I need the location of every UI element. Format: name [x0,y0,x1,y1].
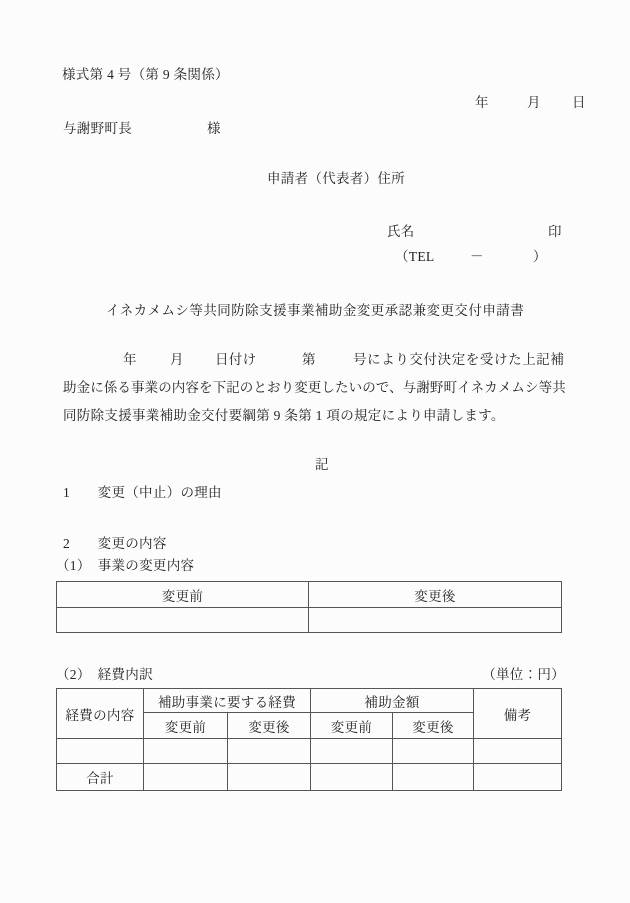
change-before-header: 変更前 [57,582,309,608]
date-day-label: 日 [572,95,586,110]
total-cost-before-cell [144,764,228,791]
remarks-cell [474,739,562,764]
section-item-2: 2 変更の内容 [63,536,167,551]
tel-dash: － [470,249,484,264]
tel-suffix: ） [533,249,547,264]
body-line1-text: 号により交付決定を受けた上記補 [353,352,565,367]
project-cost-group-header: 補助事業に要する経費 [144,689,311,713]
subsidy-before-cell [311,739,393,764]
tel-prefix: （TEL [395,249,435,264]
date-year-label: 年 [475,95,489,110]
total-label: 合計 [57,764,144,791]
cost-before-cell [144,739,228,764]
document-title: イネカメムシ等共同防除支援事業補助金変更承認兼変更交付申請書 [105,303,525,318]
seal-label: 印 [548,224,562,239]
total-subsidy-before-cell [311,764,393,791]
addressee-honorific: 様 [207,121,221,136]
cost-before-header: 変更前 [144,713,228,739]
cost-after-header: 変更後 [228,713,311,739]
change-table-header-row [57,582,562,608]
form-number: 様式第 4 号（第 9 条関係） [62,67,229,82]
section-sub-1: （1） 事業の変更内容 [56,558,195,573]
total-remarks-cell [474,764,562,791]
expense-table-header-row-1 [57,689,562,713]
body-line-2: 助金に係る事業の内容を下記のとおり変更したいので、与謝野町イネカメムシ等共 [63,380,566,395]
change-after-cell [309,608,562,633]
body-day-label: 日付け [215,352,257,367]
date-month-label: 月 [527,95,541,110]
total-cost-after-cell [228,764,311,791]
expense-table [56,688,562,791]
change-before-cell [57,608,309,633]
section-sub-2: （2） 経費内訳 [56,667,153,682]
section-item-1: 1 変更（中止）の理由 [63,485,222,500]
unit-note: （単位：円） [482,667,565,682]
subsidy-amount-group-header: 補助金額 [311,689,474,713]
expense-content-cell [57,739,144,764]
applicant-address-label: 申請者（代表者）住所 [267,171,405,186]
total-subsidy-after-cell [393,764,474,791]
change-table-data-row [57,608,562,633]
expense-content-header: 経費の内容 [57,689,144,739]
notice-heading: 記 [315,457,329,472]
remarks-header: 備考 [474,689,562,739]
body-month-label: 月 [170,352,184,367]
change-after-header: 変更後 [309,582,562,608]
cost-after-cell [228,739,311,764]
body-line-3: 同防除支援事業補助金交付要綱第 9 条第 1 項の規定により申請します。 [63,408,505,423]
body-line-1 [0,352,630,457]
body-number-prefix: 第 [302,352,316,367]
addressee: 与謝野町長 [63,121,132,136]
subsidy-before-header: 変更前 [311,713,393,739]
body-year-label: 年 [123,352,137,367]
subsidy-after-cell [393,739,474,764]
applicant-name-label: 氏名 [387,224,415,239]
expense-table-total-row [57,764,562,791]
subsidy-after-header: 変更後 [393,713,474,739]
change-table [56,581,562,633]
expense-table-data-row [57,739,562,764]
